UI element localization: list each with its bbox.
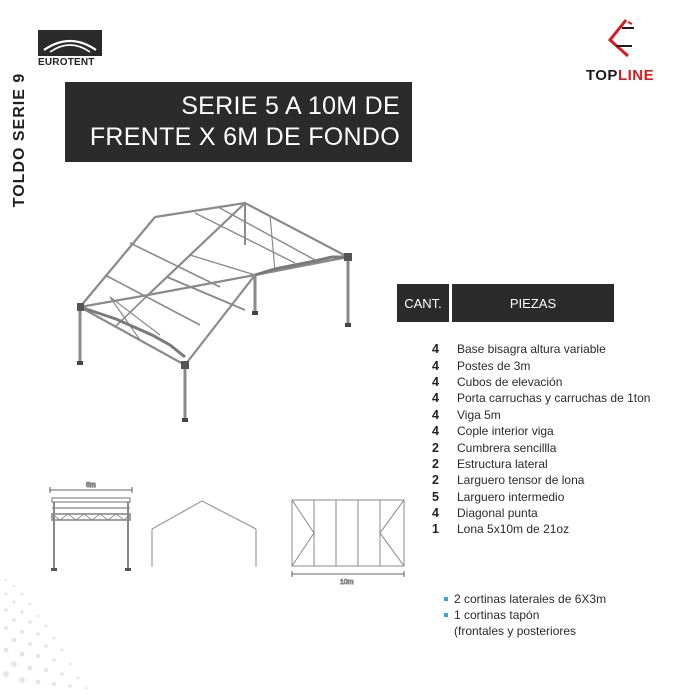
part-name: Estructura lateral	[457, 456, 548, 471]
topline-word-line: LINE	[617, 67, 655, 84]
part-qty: 4	[432, 506, 439, 521]
list-item	[430, 505, 680, 521]
part-qty: 1	[432, 522, 439, 537]
halftone-dots-decoration	[0, 560, 160, 690]
part-name: Larguero tensor de lona	[457, 473, 585, 488]
part-qty: 4	[432, 358, 439, 373]
side-view-drawing	[148, 495, 268, 570]
part-name: Cumbrera sencillla	[457, 440, 557, 455]
side-title	[0, 60, 40, 220]
eurotent-roof-icon	[38, 30, 102, 56]
bullet-square-icon	[444, 613, 448, 617]
cortina-item-1: 2 cortinas laterales de 6X3m	[454, 592, 607, 606]
part-qty: 4	[432, 374, 439, 389]
part-name: Base bisagra altura variable	[457, 342, 606, 357]
top-dim-label: 10m	[340, 579, 354, 586]
cortina-item-2: 1 cortinas tapón	[454, 608, 540, 622]
list-item	[430, 407, 680, 423]
list-item	[442, 591, 672, 607]
parts-list	[430, 341, 680, 538]
title-banner	[65, 82, 412, 162]
eurotent-label: EUROTENT	[38, 57, 95, 68]
part-qty: 2	[432, 456, 439, 471]
part-name: Diagonal punta	[457, 506, 538, 521]
header-qty: CANT.	[397, 284, 449, 322]
list-item	[430, 390, 680, 406]
part-qty: 4	[432, 407, 439, 422]
part-qty: 2	[432, 473, 439, 488]
topline-wordmark	[572, 67, 668, 84]
part-qty: 4	[432, 391, 439, 406]
part-name: Viga 5m	[457, 407, 501, 422]
list-item	[430, 456, 680, 472]
cortinas-notes	[442, 591, 672, 639]
list-item	[430, 521, 680, 537]
side-title-text: TOLDO SERIE 9	[11, 72, 28, 208]
part-name: Cubos de elevación	[457, 374, 563, 389]
part-name: Porta carruchas y carruchas de 1ton	[457, 391, 651, 406]
tent-isometric-drawing	[70, 185, 370, 435]
part-qty: 5	[432, 489, 439, 504]
top-view-drawing	[288, 488, 408, 588]
front-dim-label: 6m	[86, 482, 96, 489]
cortina-item-2-cont: (frontales y posteriores	[454, 624, 577, 638]
part-name: Larguero intermedio	[457, 489, 565, 504]
list-item	[430, 489, 680, 505]
part-name: Postes de 3m	[457, 358, 531, 373]
list-item	[430, 439, 680, 455]
part-name: Cople interior viga	[457, 424, 554, 439]
list-item	[430, 374, 680, 390]
list-item	[430, 472, 680, 488]
list-item	[430, 423, 680, 439]
banner-line-2: FRENTE X 6M DE FONDO	[89, 123, 400, 151]
topline-word-top: TOP	[585, 67, 618, 84]
banner-line-1: SERIE 5 A 10M DE	[181, 92, 400, 120]
list-item	[430, 341, 680, 357]
part-name: Lona 5x10m de 21oz	[457, 522, 570, 537]
header-parts: PIEZAS	[452, 284, 614, 322]
topline-logo	[572, 18, 668, 82]
bullet-square-icon	[444, 597, 448, 601]
part-qty: 4	[432, 342, 439, 357]
topline-emblem-icon	[600, 18, 640, 60]
eurotent-logo	[38, 30, 104, 70]
part-qty: 4	[432, 424, 439, 439]
list-item	[442, 607, 672, 623]
part-qty: 2	[432, 440, 439, 455]
list-item	[430, 357, 680, 373]
